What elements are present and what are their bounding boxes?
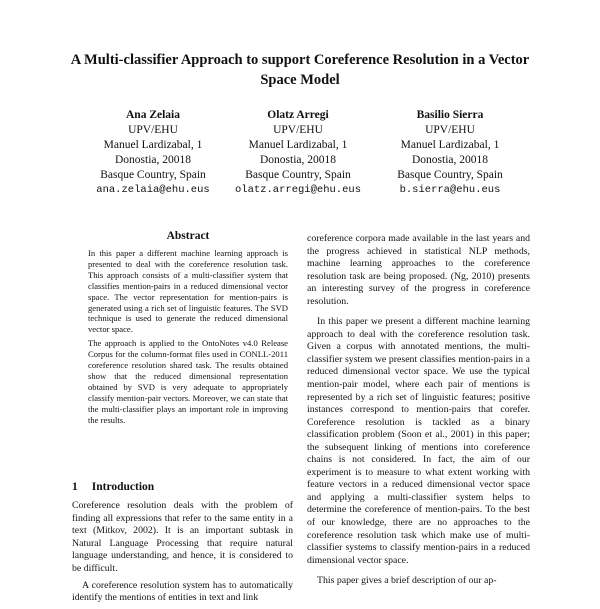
abstract-paragraph: The approach is applied to the OntoNotes v4.0 Release Corpus for the column-format files used in CONLL-2011 coreference resolution shared task. The results obtained show that the reduced dimensional representation obtained by SVD is very adequate to appropriately classify mention-pair vectors. Moreover, we can state that the multi-classifier plays an important role in improving the results. — [88, 338, 288, 425]
right-column-body — [307, 233, 530, 596]
body-paragraph: A coreference resolution system has to automatically identify the mentions of entities in text and link — [72, 579, 293, 604]
left-column-body — [72, 500, 293, 609]
author-address: Donostia, 20018 — [114, 154, 192, 166]
author-name: Olatz Arregi — [267, 109, 329, 121]
body-paragraph: coreference corpora made available in the last years and the progress achieved in statistical NLP methods, machine learning approaches to the coreference resolution task are being proposed. (Ng, 2010) presents an interesting survey of the progress in coreference resolution. — [307, 233, 530, 307]
author-address: Donostia, 20018 — [411, 154, 489, 166]
body-paragraph: Coreference resolution deals with the problem of finding all expressions that refer to the same entity in a text (Mitkov, 2002). It is an important subtask in Natural Language Processing that require natural language understanding, and hence, it is considered to be difficult. — [72, 500, 293, 574]
section-heading — [72, 481, 154, 493]
abstract-heading: Abstract — [166, 230, 210, 242]
author-email: ana.zelaia@ehu.eus — [96, 184, 210, 196]
author-name: Basilio Sierra — [416, 109, 484, 121]
author-affiliation: UPV/EHU — [128, 124, 178, 136]
author-email: b.sierra@ehu.eus — [399, 184, 501, 196]
abstract-body — [88, 248, 288, 429]
author-name: Ana Zelaia — [126, 109, 180, 121]
author-address: Manuel Lardizabal, 1 — [248, 139, 348, 151]
author-affiliation: UPV/EHU — [425, 124, 475, 136]
author-affiliation: UPV/EHU — [273, 124, 323, 136]
author-address: Manuel Lardizabal, 1 — [400, 139, 500, 151]
section-title: Introduction — [91, 481, 155, 493]
section-number: 1 — [72, 481, 78, 493]
author-block — [365, 108, 535, 198]
author-address: Manuel Lardizabal, 1 — [103, 139, 203, 151]
paper-title: A Multi-classifier Approach to support Coreference Resolution in a Vector Space Model — [70, 52, 530, 88]
body-paragraph: This paper gives a brief description of our ap- — [317, 575, 497, 587]
body-paragraph: In this paper we present a different machine learning approach to deal with the coreference resolution task. Given a corpus with annotated mentions, the multi-classifier system we present classifies mention-pairs in a reduced dimensional vector space. We use the typical mention-pair model, where each pair of mentions is represented by a rich set of linguistic features; positive instances correspond to mention-pairs that corefer. Coreference resolution is tackled as a binary classification problem (Soon et al., 2001) in this paper; the subsequent linking of mentions into coreference chains is not considered. In fact, the aim of our experiment is to measure to what extent working with feature vectors in a reduced dimensional vector space and applying a multi-classifier system helps to determine the coreference of mention-pairs. To the best of our knowledge, there are no approaches to the coreference resolution task which make use of multi-classifier systems to classify mention-pairs in a reduced dimensional vector space. — [307, 316, 530, 566]
author-address: Basque Country, Spain — [397, 169, 503, 181]
author-block — [213, 108, 383, 198]
abstract-paragraph: In this paper a different machine learning approach is presented to deal with the coreference resolution task. This approach consists of a multi-classifier system that classifies mention-pairs in a reduced dimensional vector space. The vector representation for mention-pairs is generated using a rich set of linguistic features. The SVD technique is used to generate the reduced dimensional vector space. — [88, 248, 288, 335]
author-address: Donostia, 20018 — [259, 154, 337, 166]
author-address: Basque Country, Spain — [245, 169, 351, 181]
author-email: olatz.arregi@ehu.eus — [234, 184, 362, 196]
author-address: Basque Country, Spain — [100, 169, 206, 181]
